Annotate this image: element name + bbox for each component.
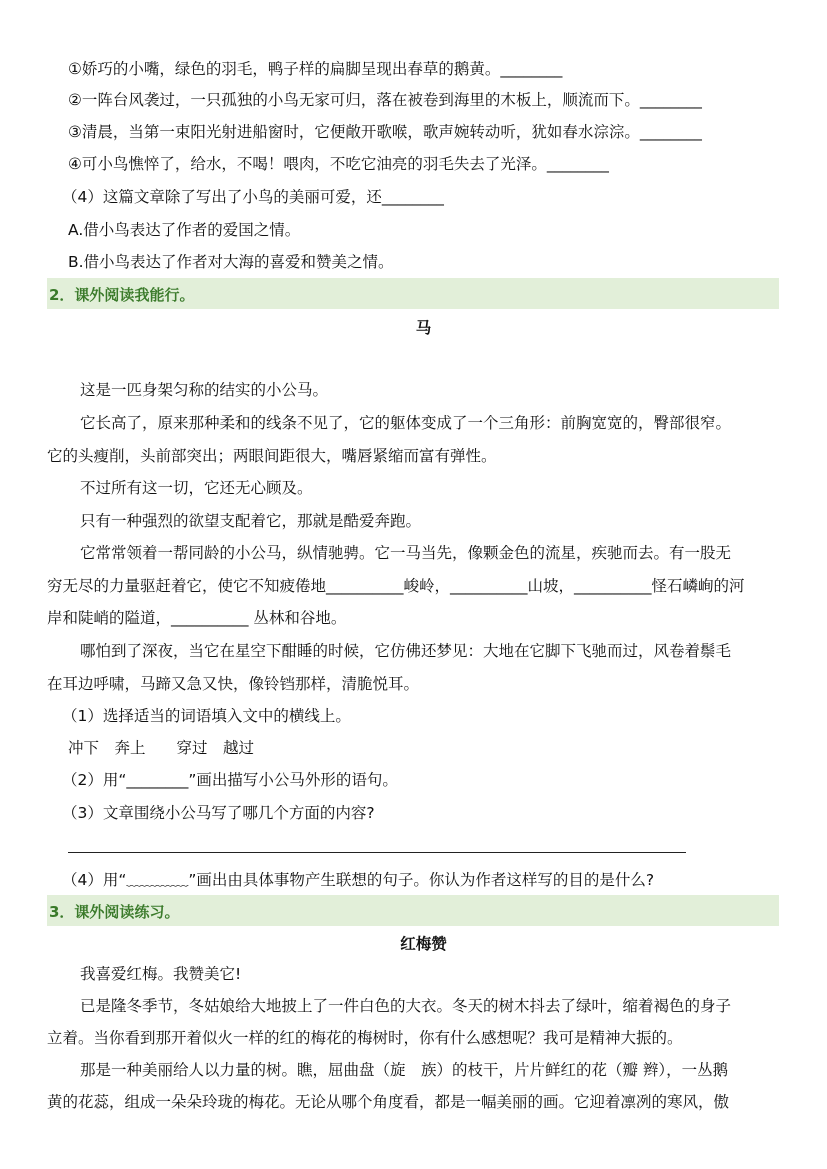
paragraph-line: 它的头瘦削，头前部突出；两眼间距很大，嘴唇紧缩而富有弹性。 (47, 447, 497, 465)
section-3-header (47, 895, 779, 926)
option-3: ③清晨，当第一束阳光射进船窗时，它便敞开歌喉，歌声婉转动听，犹如春水淙淙。________ (68, 123, 702, 141)
paragraph-line: 已是隆冬季节，冬姑娘给大地披上了一件白色的大衣。冬天的树木抖去了绿叶，缩着褐色的身子 (80, 997, 732, 1015)
passage-title-horse: 马 (415, 319, 432, 337)
option-2: ②一阵台风袭过，一只孤独的小鸟无家可归，落在被卷到海里的木板上，顺流而下。________ (68, 91, 702, 109)
paragraph-line: 岸和陡峭的隘道，__________ 丛林和谷地。 (47, 609, 347, 627)
option-1: ①娇巧的小嘴，绿色的羽毛，鸭子样的扁脚呈现出春草的鹅黄。________ (68, 60, 563, 78)
section-2-header (47, 278, 779, 309)
word-choices: 冲下 奔上 穿过 越过 (68, 739, 255, 757)
answer-line (68, 852, 686, 853)
paragraph-line: 它常常领着一帮同龄的小公马，纵情驰骋。它一马当先，像颗金色的流星，疾驰而去。有一股无 (80, 544, 732, 562)
paragraph-line: 我喜爱红梅。我赞美它! (80, 965, 242, 983)
choice-a: A.借小鸟表达了作者的爱国之情。 (68, 221, 301, 239)
section-3-heading: 3．课外阅读练习。 (49, 903, 180, 921)
choice-b: B.借小鸟表达了作者对大海的喜爱和赞美之情。 (68, 253, 394, 271)
passage-title-red-plum: 红梅赞 (400, 935, 447, 953)
question-1: （1）选择适当的词语填入文中的横线上。 (62, 707, 351, 725)
question-4: （4）用“﹏﹏﹏﹏”画出由具体事物产生联想的句子。你认为作者这样写的目的是什么? (62, 871, 655, 889)
paragraph-line: 穷无尽的力量驱赶着它，使它不知疲倦地__________峻岭，__________山坡，__________怪石嶙峋的河 (47, 577, 745, 595)
paragraph-line: 这是一匹身架匀称的结实的小公马。 (80, 381, 329, 399)
paragraph-line: 不过所有这一切，它还无心顾及。 (80, 479, 313, 497)
paragraph-line: 它长高了，原来那种柔和的线条不见了，它的躯体变成了一个三角形：前胸宽宽的，臀部很窄。 (80, 414, 732, 432)
paragraph-line: 立着。当你看到那开着似火一样的红的梅花的梅树时，你有什么感想呢？我可是精神大振的。 (47, 1029, 683, 1047)
question-2: （2）用“________”画出描写小公马外形的语句。 (62, 771, 398, 789)
paragraph-line: 那是一种美丽给人以力量的树。瞧，屈曲盘（旋 族）的枝干，片片鲜红的花（瓣 辫），一丛鹅 (80, 1061, 729, 1079)
question-3: （3）文章围绕小公马写了哪几个方面的内容? (62, 804, 375, 822)
paragraph-line: 只有一种强烈的欲望支配着它，那就是酷爱奔跑。 (80, 512, 422, 530)
section-2-heading: 2．课外阅读我能行。 (49, 286, 195, 304)
paragraph-line: 在耳边呼啸，马蹄又急又快，像铃铛那样，清脆悦耳。 (47, 675, 420, 693)
paragraph-line: 黄的花蕊，组成一朵朵玲珑的梅花。无论从哪个角度看，都是一幅美丽的画。它迎着凛冽的寒风，傲 (47, 1093, 730, 1111)
paragraph-line: 哪怕到了深夜，当它在星空下酣睡的时候，它仿佛还梦见：大地在它脚下飞驰而过，风卷着鬃毛 (80, 642, 732, 660)
question-4: （4）这篇文章除了写出了小鸟的美丽可爱，还________ (62, 188, 444, 206)
option-4: ④可小鸟憔悴了，给水，不喝！喂肉，不吃它油亮的羽毛失去了光泽。________ (68, 155, 609, 173)
